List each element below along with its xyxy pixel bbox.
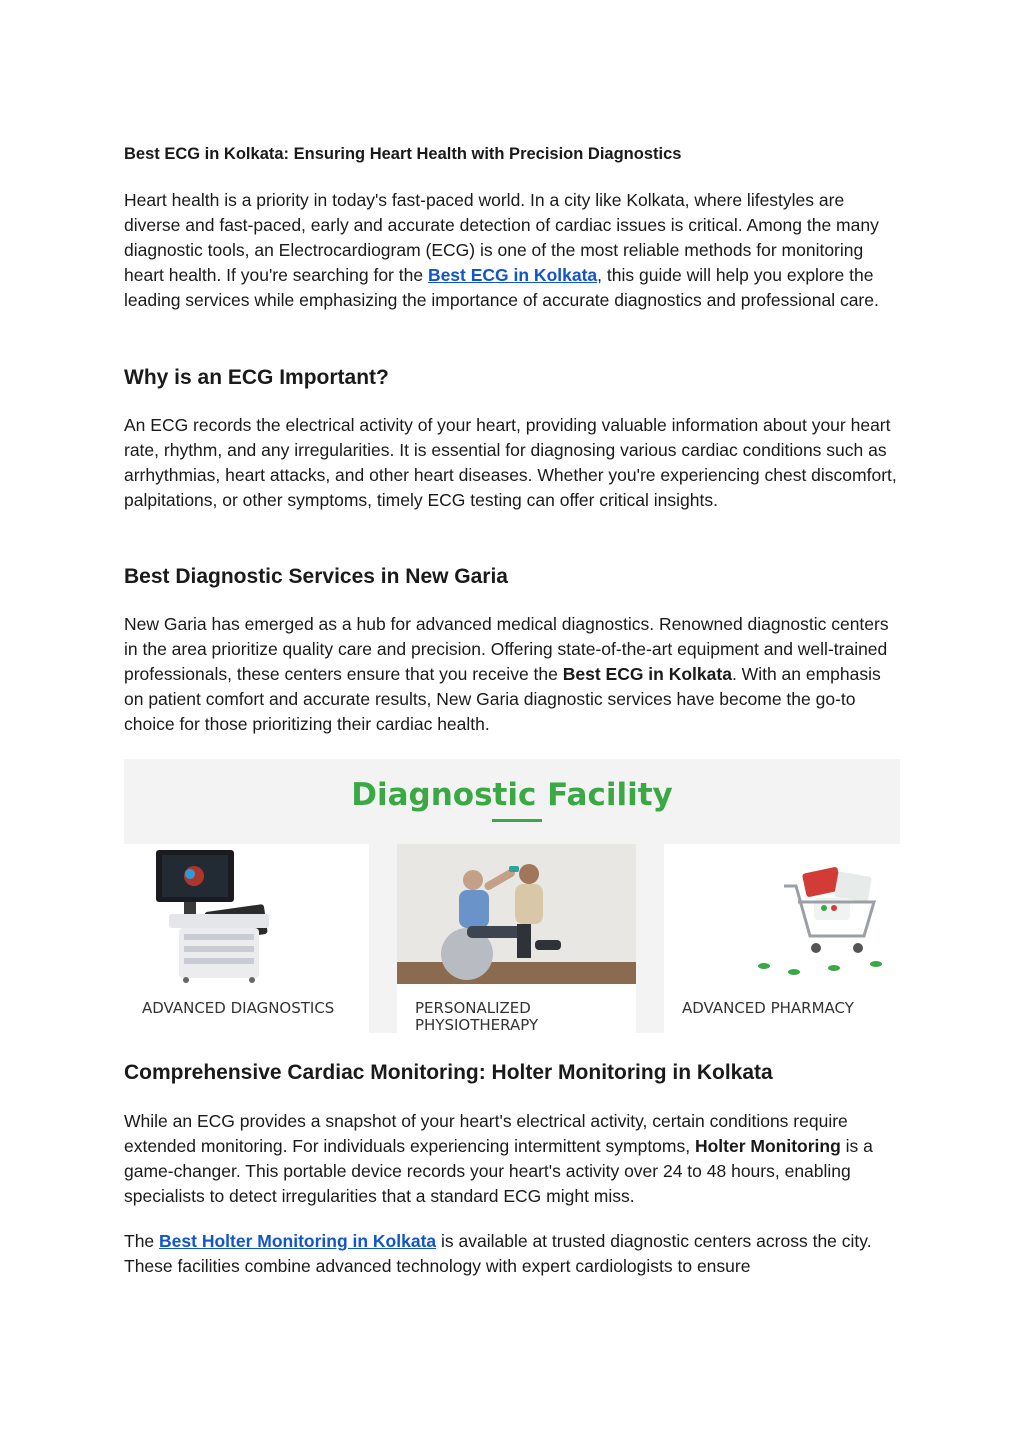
new-garia-bold: Best ECG in Kolkata [562,664,732,684]
new-garia-text-2: . With an emphasis on patient comfort and accurate results, New Garia diagnostic services have become the go-to choice for those prioritizing their cardiac health. [124,664,881,734]
holter-paragraph-2 [124,1229,900,1279]
best-ecg-link[interactable]: Best ECG in Kolkata [427,265,598,285]
holter-text-2: is a game-changer. This portable device records your heart's activity over 24 to 48 hours, enabling specialists to detect irregularities that a standard ECG might miss. [124,1136,873,1206]
card-caption-pharmacy: ADVANCED PHARMACY [682,999,854,1017]
intro-text-1: Heart health is a priority in today's fast-paced world. In a city like Kolkata, where lifestyles are diverse and fast-paced, early and accurate detection of cardiac issues is critical. Among the many diagnostic tools, an Electrocardiogram (ECG) is one of the most reliable methods for monitoring heart health. If you're searching for the [124,190,879,285]
best-holter-link[interactable]: Best Holter Monitoring in Kolkata [159,1231,437,1251]
holter-text-1: While an ECG provides a snapshot of your heart's electrical activity, certain conditions require extended monitoring. For individuals experiencing intermittent symptoms, [124,1111,848,1156]
holter-bold: Holter Monitoring [694,1136,841,1156]
pharmacy-cart-image [664,844,900,984]
holter-text-3: The [124,1231,160,1251]
holter-paragraph-1 [124,1109,900,1209]
document-title: Best ECG in Kolkata: Ensuring Heart Health with Precision Diagnostics [124,145,682,163]
ultrasound-machine-image [124,844,369,984]
banner-divider [492,819,542,822]
banner-title: Diagnostic Facility [351,777,673,813]
holter-heading: Comprehensive Cardiac Monitoring: Holter Monitoring in Kolkata [124,1061,773,1084]
intro-paragraph [124,188,900,313]
new-garia-heading: Best Diagnostic Services in New Garia [124,565,508,588]
card-caption-diagnostics: ADVANCED DIAGNOSTICS [142,999,335,1017]
why-ecg-paragraph: An ECG records the electrical activity of your heart, providing valuable information about your heart rate, rhythm, and any irregularities. It is essential for diagnosing various cardiac conditions such as arrhythmias, heart attacks, and other heart diseases. Whether you're experiencing chest discomfort, palpitations, or other symptoms, timely ECG testing can offer critical insights. [124,415,897,510]
card-personalized-physiotherapy [397,844,636,1033]
card-advanced-diagnostics [124,844,369,1033]
card-caption-physiotherapy: PERSONALIZED PHYSIOTHERAPY [415,999,539,1033]
intro-text-2: , this guide will help you explore the leading services while emphasizing the importance of accurate diagnostics and professional care. [124,265,879,310]
new-garia-text-1: New Garia has emerged as a hub for advanced medical diagnostics. Renowned diagnostic centers in the area prioritize quality care and precision. Offering state-of-the-art equipment and well-trained professionals, these centers ensure that you receive the [124,614,889,684]
diagnostic-facility-banner [124,759,900,1033]
holter-text-4: is available at trusted diagnostic centers across the city. These facilities combine advanced technology with expert cardiologists to ensure [124,1231,872,1276]
new-garia-paragraph [124,612,900,737]
physiotherapy-image [397,844,636,984]
card-advanced-pharmacy [664,844,900,1033]
why-ecg-heading: Why is an ECG Important? [124,366,389,389]
